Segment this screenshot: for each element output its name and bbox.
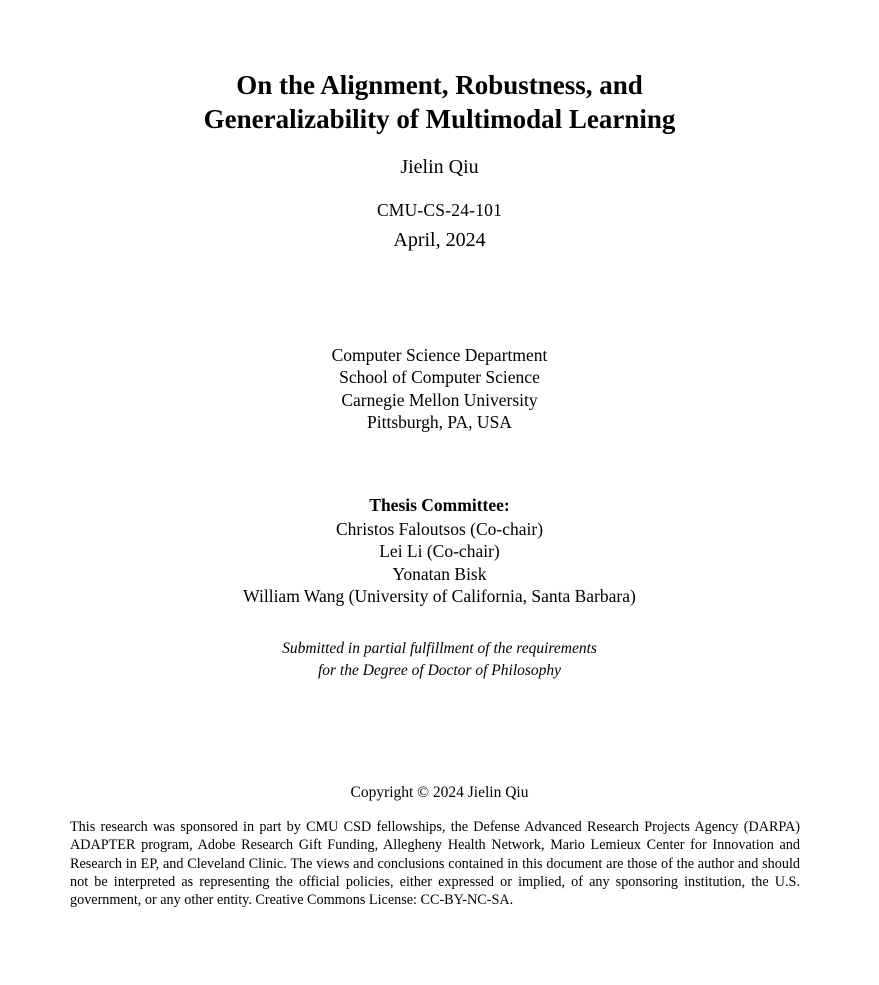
affiliation-location: Pittsburgh, PA, USA — [367, 412, 512, 432]
committee-member: William Wang (University of California, Santa Barbara) — [243, 586, 636, 606]
affiliation-department: Computer Science Department — [331, 345, 548, 365]
committee-member: Yonatan Bisk — [392, 564, 487, 584]
submission-statement-line-2: for the Degree of Doctor of Philosophy — [317, 662, 562, 679]
affiliation-university: Carnegie Mellon University — [341, 390, 538, 410]
submission-statement-line-1: Submitted in partial fulfillment of the requirements — [282, 640, 597, 657]
copyright-notice: Copyright © 2024 Jielin Qiu — [350, 784, 529, 801]
committee-heading: Thesis Committee: — [369, 495, 510, 515]
thesis-title-line-2: Generalizability of Multimodal Learning — [203, 104, 676, 134]
report-id: CMU-CS-24-101 — [376, 200, 503, 220]
thesis-title-line-1: On the Alignment, Robustness, and — [236, 70, 643, 100]
committee-member: Lei Li (Co-chair) — [379, 541, 500, 561]
author-name: Jielin Qiu — [400, 156, 479, 178]
committee-member: Christos Faloutsos (Co-chair) — [335, 519, 544, 539]
sponsorship-statement: This research was sponsored in part by CMU CSD fellowships, the Defense Advanced Research Projects Agency (DARPA) ADAPTER program, Adobe Research Gift Funding, Allegheny Health Network, Mario Lemieux Center for Innovation and Research in EP, and Cleveland Clinic. The views and conclusions contained in this document are those of the author and should not be interpreted as representing the official policies, either expressed or implied, of any sponsoring institution, the U.S. government, or any other entity. Creative Commons License: CC-BY-NC-SA. — [70, 819, 800, 909]
publication-date: April, 2024 — [393, 229, 486, 251]
affiliation-school: School of Computer Science — [339, 367, 540, 387]
